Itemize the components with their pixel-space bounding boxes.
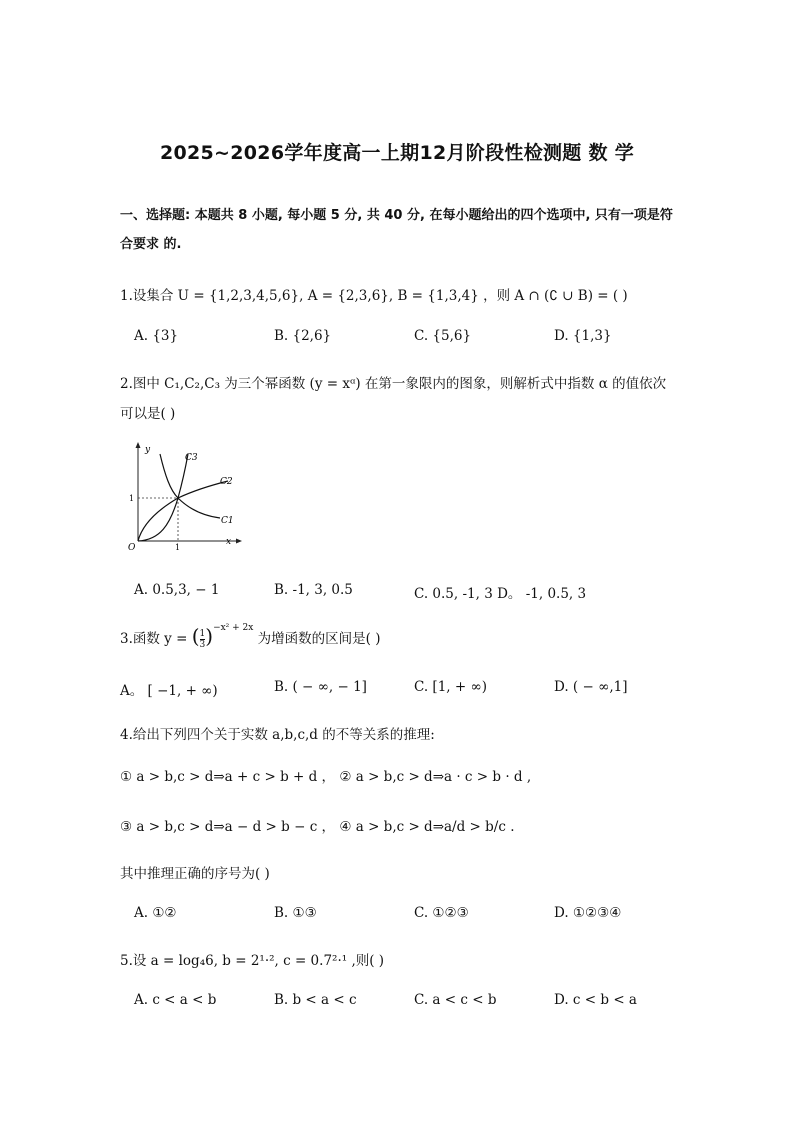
question-4-ask: 其中推理正确的序号为( ) [120, 866, 270, 882]
question-4-line2: ③ a > b,c > d⇒a − d > b − c ， ④ a > b,c > d⇒a/d > b/c . [120, 819, 515, 835]
q5-option-b: B. b < a < c [274, 992, 357, 1008]
x-tick-1: 1 [175, 543, 181, 552]
q1-option-a: A. {3} [134, 328, 179, 344]
q2-option-b: B. -1, 3, 0.5 [274, 582, 353, 598]
q4-option-b: B. ①③ [274, 905, 317, 921]
label-c1: C1 [221, 516, 234, 526]
curve-c2 [138, 481, 228, 541]
label-c2: C2 [220, 477, 233, 487]
q3-option-c: C. [1, + ∞) [414, 679, 487, 695]
power-function-graph [120, 440, 245, 558]
q5-option-d: D. c < b < a [554, 992, 637, 1008]
question-4-line1: ① a > b,c > d⇒a + c > b + d ， ② a > b,c > d⇒a · c > b · d , [120, 769, 532, 785]
q1-option-b: B. {2,6} [274, 328, 332, 344]
q2-option-c-d: C. 0.5, -1, 3 D。 -1, 0.5, 3 [414, 586, 587, 602]
q3-option-b: B. ( − ∞, − 1] [274, 679, 367, 695]
q3-exponent: −x² + 2x [213, 622, 254, 633]
origin-label: O [128, 543, 136, 553]
q3-stem-suffix: 为增函数的区间是( ) [253, 631, 381, 647]
question-2-stem-line1: 2.图中 C₁,C₂,C₃ 为三个幂函数 (y = xᵅ) 在第一象限内的图象，则解析式中指数 α 的值依次 [120, 376, 667, 392]
q4-option-c: C. ①②③ [414, 905, 469, 921]
y-tick-1: 1 [129, 494, 135, 503]
q4-option-a: A. ①② [134, 905, 177, 921]
y-axis-label: y [145, 445, 151, 455]
question-4-stem: 4.给出下列四个关于实数 a,b,c,d 的不等关系的推理: [120, 727, 435, 743]
question-5-stem: 5.设 a = log₄6, b = 2¹·², c = 0.7²·¹ ,则( ) [120, 953, 385, 969]
question-1-stem: 1.设集合 U = {1,2,3,4,5,6}, A = {2,3,6}, B = {1,3,4} ，则 A ∩ (∁ ∪ B) = ( ) [120, 288, 628, 304]
q3-frac-num: 1 [199, 629, 206, 639]
q3-option-d: D. ( − ∞,1] [554, 679, 628, 695]
question-2-stem-line2: 可以是( ) [120, 406, 176, 422]
x-axis-label: x [226, 537, 232, 547]
label-c3: C3 [185, 453, 198, 463]
q5-option-c: C. a < c < b [414, 992, 497, 1008]
q2-option-a: A. 0.5,3, − 1 [134, 582, 220, 598]
q1-option-c: C. {5,6} [414, 328, 472, 344]
section-heading: 一、选择题: 本题共 8 小题, 每小题 5 分, 共 40 分, 在每小题给出的四个选项中, 只有一项是符合要求 的. [120, 208, 673, 252]
q3-stem-prefix: 3.函数 y = [120, 631, 192, 647]
question-3-stem: 3.函数 y = ( $\frac{1}{3}$ )$^{-x^2 + 2x}$ 为增函数的区间是( ) [120, 622, 381, 650]
q5-option-a: A. c < a < b [134, 992, 217, 1008]
page-title: 2025~2026学年度高一上期12月阶段性检测题 数 学 [159, 142, 635, 164]
x-axis-arrow [236, 539, 242, 544]
q1-option-d: D. {1,3} [554, 328, 612, 344]
q4-option-d: D. ①②③④ [554, 905, 622, 921]
q3-frac-den: 3 [199, 640, 206, 650]
y-axis-arrow [136, 442, 141, 448]
q3-option-a: A。 [ −1, + ∞) [120, 683, 218, 699]
